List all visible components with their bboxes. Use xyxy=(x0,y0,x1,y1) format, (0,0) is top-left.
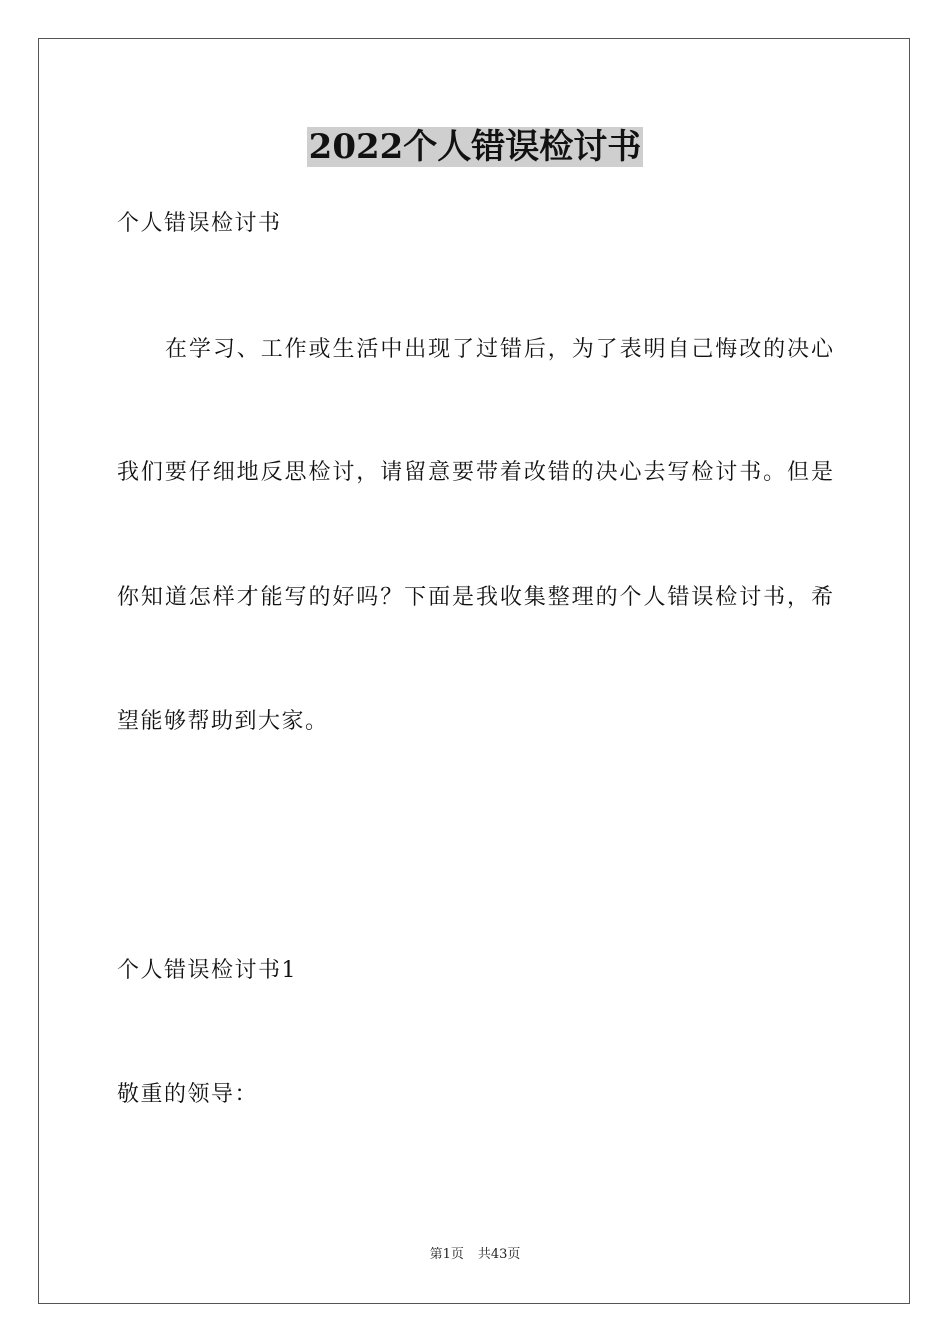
page-number: 第1页 xyxy=(429,1247,464,1262)
page-total: 共43页 xyxy=(477,1247,521,1262)
document-title-text: 2022个人错误检讨书 xyxy=(308,127,642,167)
salutation: 敬重的领导： xyxy=(117,1082,259,1107)
intro-line-1: 在学习、工作或生活中出现了过错后，为了表明自己悔改的决心 xyxy=(165,337,833,362)
intro-line-2: 我们要仔细地反思检讨，请留意要带着改错的决心去写检讨书。但是 xyxy=(117,460,833,485)
document-title xyxy=(0,124,950,170)
page-footer xyxy=(0,1246,950,1264)
intro-line-3: 你知道怎样才能写的好吗？下面是我收集整理的个人错误检讨书，希 xyxy=(117,585,833,610)
document-subtitle: 个人错误检讨书 xyxy=(117,211,282,236)
section-heading: 个人错误检讨书1 xyxy=(117,958,297,983)
intro-line-4: 望能够帮助到大家。 xyxy=(117,709,329,734)
